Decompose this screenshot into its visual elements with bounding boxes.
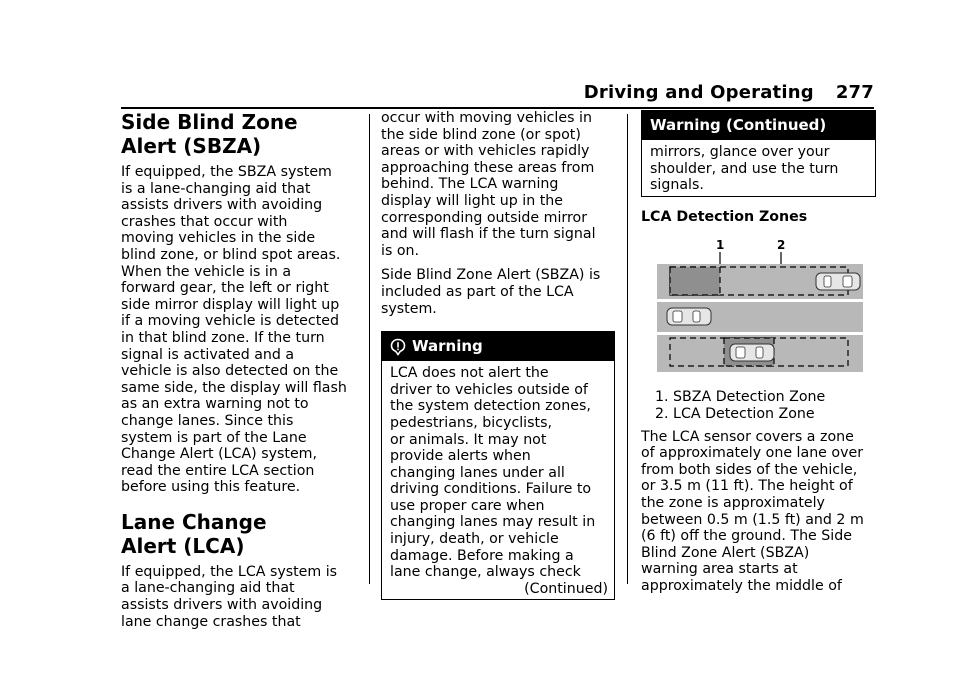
- text-line: Side Blind Zone Alert (SBZA) is: [381, 267, 601, 284]
- sbza-heading-line1: Side Blind Zone: [121, 110, 298, 134]
- lca-part-of-paragraph: [381, 267, 615, 317]
- sbza-zone-left: [670, 267, 720, 295]
- car-icon: [816, 273, 860, 290]
- text-line: areas or with vehicles rapidly: [381, 143, 590, 160]
- column-divider-1: [369, 114, 370, 584]
- text-line: warning area starts at: [641, 561, 798, 578]
- text-line: changing lanes may result in: [390, 514, 596, 531]
- text-line: a lane-changing aid that: [121, 580, 295, 597]
- text-line: forward gear, the left or right: [121, 280, 329, 297]
- text-line: if a moving vehicle is detected: [121, 313, 340, 330]
- text-line: the side blind zone (or spot): [381, 126, 581, 143]
- text-line: LCA does not alert the: [390, 365, 549, 382]
- warning-header: [382, 332, 614, 361]
- column-3: [641, 110, 876, 595]
- warning-icon: [390, 338, 406, 356]
- text-line: read the entire LCA section: [121, 462, 315, 479]
- text-line: approximately the middle of: [641, 577, 842, 594]
- text-line: shoulder, and use the turn: [650, 160, 839, 177]
- sbza-heading-line2: Alert (SBZA): [121, 134, 262, 158]
- text-line: same side, the display will flash: [121, 379, 347, 396]
- warning-continued-label: Warning (Continued): [650, 116, 827, 135]
- warning-box: [381, 331, 615, 600]
- text-line: included as part of the LCA: [381, 283, 574, 300]
- lca-intro-paragraph: [121, 564, 357, 630]
- text-line: mirrors, glance over your: [650, 144, 830, 160]
- sbza-paragraph: [121, 164, 357, 496]
- text-line: driver to vehicles outside of: [390, 381, 588, 398]
- text-line: before using this feature.: [121, 479, 301, 496]
- text-line: vehicle is also detected on the: [121, 363, 339, 380]
- text-line: change lanes. Since this: [121, 412, 294, 429]
- text-line: (6 ft) off the ground. The Side: [641, 528, 852, 545]
- text-line: blind zone, or blind spot areas.: [121, 246, 341, 263]
- text-line: assists drivers with avoiding: [121, 597, 323, 614]
- text-line: between 0.5 m (1.5 ft) and 2 m: [641, 511, 864, 528]
- detection-zone-paragraph: [641, 429, 876, 595]
- page-number: 277: [835, 82, 874, 103]
- warning-label: Warning: [412, 337, 483, 356]
- text-line: behind. The LCA warning: [381, 176, 559, 193]
- text-line: or 3.5 m (11 ft). The height of: [641, 478, 853, 495]
- text-line: or animals. It may not: [390, 431, 547, 448]
- text-line: If equipped, the LCA system is: [121, 563, 338, 580]
- text-line: provide alerts when: [390, 448, 531, 465]
- text-line: occur with moving vehicles in: [381, 110, 592, 126]
- detection-zones-diagram: [641, 235, 863, 387]
- lane-line: [657, 332, 863, 335]
- text-line: use proper care when: [390, 497, 545, 514]
- text-line: signal is activated and a: [121, 346, 295, 363]
- text-line: display will light up in the: [381, 192, 564, 209]
- text-line: corresponding outside mirror: [381, 209, 588, 226]
- text-line: pedestrians, bicyclists,: [390, 414, 552, 431]
- continued-note: (Continued): [524, 580, 608, 597]
- sbza-heading: [121, 110, 357, 158]
- car-icon: [730, 344, 774, 361]
- text-line: assists drivers with avoiding: [121, 197, 323, 214]
- callout-1: 1: [716, 238, 725, 253]
- column-1: [121, 110, 357, 630]
- text-line: injury, death, or vehicle: [390, 531, 559, 548]
- text-line: If equipped, the SBZA system: [121, 164, 332, 180]
- header-section-title: Driving and Operating: [583, 82, 814, 103]
- lane-line: [657, 299, 863, 302]
- detection-zones-illustration: [641, 235, 863, 387]
- text-line: of approximately one lane over: [641, 445, 864, 462]
- text-line: lane change crashes that: [121, 613, 301, 630]
- text-line: lane change, always check: [390, 564, 581, 581]
- warning-continued-header: [642, 111, 875, 140]
- warning-continued-body: [642, 140, 875, 196]
- text-line: and will flash if the turn signal: [381, 226, 596, 243]
- page-header: [584, 82, 874, 103]
- text-line: crashes that occur with: [121, 213, 288, 230]
- text-line: system is part of the Lane: [121, 429, 307, 446]
- lca-heading-line2: Alert (LCA): [121, 533, 245, 558]
- detection-zones-heading: LCA Detection Zones: [641, 208, 808, 225]
- text-line: the system detection zones,: [390, 398, 591, 415]
- diagram-legend: [641, 389, 876, 422]
- own-vehicle-icon: [667, 308, 711, 325]
- text-line: The LCA sensor covers a zone: [641, 428, 854, 445]
- legend-item: 1. SBZA Detection Zone: [655, 389, 826, 406]
- text-line: Change Alert (LCA) system,: [121, 446, 318, 463]
- text-line: changing lanes under all: [390, 464, 565, 481]
- text-line: is on.: [381, 242, 420, 259]
- warning-body: [382, 361, 614, 599]
- lca-heading-line1: Lane Change: [121, 509, 267, 534]
- lca-continued-paragraph: [381, 110, 615, 259]
- text-line: signals.: [650, 177, 704, 194]
- text-line: system.: [381, 300, 437, 317]
- lca-heading: [121, 510, 357, 558]
- text-line: driving conditions. Failure to: [390, 481, 592, 498]
- text-line: approaching these areas from: [381, 159, 595, 176]
- text-line: the zone is approximately: [641, 494, 825, 511]
- header-rule: [121, 107, 874, 109]
- text-line: as an extra warning not to: [121, 396, 309, 413]
- column-divider-2: [627, 114, 628, 584]
- text-line: moving vehicles in the side: [121, 230, 316, 247]
- text-line: is a lane-changing aid that: [121, 180, 311, 197]
- text-line: in that blind zone. If the turn: [121, 329, 325, 346]
- legend-item: 2. LCA Detection Zone: [655, 405, 815, 422]
- text-line: side mirror display will light up: [121, 296, 340, 313]
- text-line: from both sides of the vehicle,: [641, 461, 858, 478]
- warning-continued-box: [641, 110, 876, 197]
- text-line: damage. Before making a: [390, 547, 574, 564]
- text-line: When the vehicle is in a: [121, 263, 292, 280]
- text-line: Blind Zone Alert (SBZA): [641, 544, 810, 561]
- callout-2: 2: [777, 238, 786, 253]
- column-2: [381, 110, 615, 600]
